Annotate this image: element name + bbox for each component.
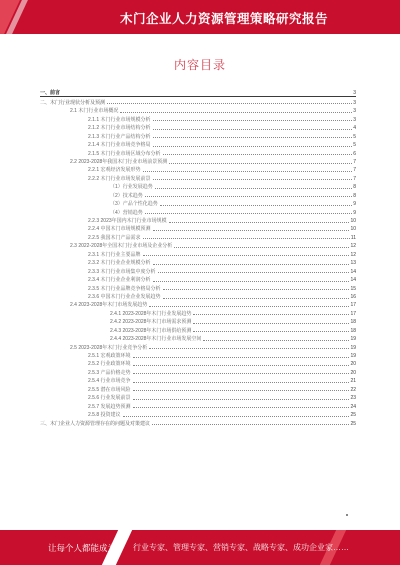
toc-dot-leader [133, 406, 350, 408]
toc-entry-page: 7 [353, 158, 356, 165]
toc-entry-page: 25 [350, 412, 356, 419]
toc-entry-label: 二、木门行业现状分析及预测 [40, 99, 106, 106]
toc-entry-page: 22 [350, 386, 356, 393]
toc-entry-label: 2.4 2023-2028年木门市场发展趋势 [70, 302, 148, 309]
toc-entry-label: 2.4.4 2023-2028年木门行业市场发展空间 [110, 336, 202, 343]
toc-entry[interactable] [40, 97, 356, 105]
toc-entry[interactable] [40, 173, 356, 181]
toc-entry-page: 10 [350, 226, 356, 233]
toc-entry-page: 3 [353, 99, 356, 106]
toc-entry-page: 7 [353, 167, 356, 174]
toc-entry-page: 5 [353, 142, 356, 149]
toc-entry-label: 2.5.7 发展趋势预测 [88, 403, 131, 410]
toc-entry-page: 14 [350, 268, 356, 275]
toc-dot-leader [193, 330, 349, 332]
toc-dot-leader [133, 364, 350, 366]
toc-entry[interactable] [40, 216, 356, 224]
toc-dot-leader [169, 162, 352, 164]
toc-dot-leader [145, 195, 352, 197]
toc-entry-page: 3 [353, 90, 356, 97]
toc-entry-label: 2.3.1 木门行业主要品牌 [88, 251, 141, 258]
toc-entry-page: 14 [350, 277, 356, 284]
toc-entry-label: 2.5.8 投资建议 [88, 412, 121, 419]
toc-dot-leader [133, 372, 350, 374]
toc-entry[interactable] [40, 300, 356, 308]
toc-entry-label: 2.5 2023-2028年木门行业竞争分析 [70, 344, 148, 351]
toc-dot-leader [123, 415, 350, 417]
page-marker-dot [346, 514, 348, 516]
toc-entry[interactable] [40, 140, 356, 148]
toc-entry-label: （4）营销趋势 [110, 209, 143, 216]
toc-entry[interactable] [40, 334, 356, 342]
toc-entry-page: 3 [353, 116, 356, 123]
toc-entry-label: 2.2 2023-2028年我国木门行业市场前景预测 [70, 158, 168, 165]
toc-entry[interactable] [40, 367, 356, 375]
toc-entry-page: 24 [350, 403, 356, 410]
toc-entry-page: 25 [350, 420, 356, 427]
toc-entry-page: 17 [350, 310, 356, 317]
toc-entry-label: 2.2.3 2023年国内木门行业市场规模 [88, 218, 167, 224]
toc-entry-label: 2.5.6 行业发展前景 [88, 395, 131, 402]
toc-dot-leader [203, 339, 349, 341]
toc-entry-label: 2.1.3 木门行业产品结构分析 [88, 133, 151, 140]
toc-entry[interactable] [40, 148, 356, 156]
toc-dot-leader [149, 347, 349, 349]
toc-entry-page: 19 [350, 344, 356, 351]
toc-dot-leader [145, 212, 352, 214]
toc-entry[interactable] [40, 325, 356, 333]
toc-entry[interactable] [40, 207, 356, 215]
toc-dot-leader [133, 356, 350, 358]
toc-entry[interactable] [40, 157, 356, 165]
toc-dot-leader [169, 221, 350, 223]
toc-entry-label: 2.1 木门行业市场概况 [70, 108, 119, 115]
toc-dot-leader [153, 280, 350, 282]
toc-dot-leader [62, 94, 352, 95]
toc-entry-page: 4 [353, 125, 356, 132]
toc-entry-label: 2.4.1 2023-2028年木门行业发展趋势 [110, 310, 192, 317]
toc-entry-page: 7 [353, 175, 356, 182]
toc-entry-page: 20 [350, 369, 356, 376]
toc-dot-leader [153, 145, 353, 147]
toc-entry-label: 2.5.2 行业政策环境 [88, 361, 131, 368]
toc-dot-leader [153, 128, 353, 130]
toc-entry-page: 5 [353, 133, 356, 140]
toc-entry[interactable] [40, 241, 356, 249]
toc-entry-page: 21 [350, 378, 356, 385]
toc-entry-page: 8 [353, 184, 356, 191]
toc-entry[interactable] [40, 283, 356, 291]
report-footer-bar [0, 530, 400, 565]
toc-entry[interactable] [40, 376, 356, 384]
toc-dot-leader [193, 313, 349, 315]
toc-entry[interactable] [40, 232, 356, 240]
toc-dot-leader [133, 381, 350, 383]
toc-dot-leader [163, 297, 350, 299]
toc-entry[interactable] [40, 88, 356, 97]
toc-dot-leader [143, 237, 350, 239]
toc-entry[interactable] [40, 401, 356, 409]
footer-slogan: 让每个人都能成为 [48, 543, 117, 553]
toc-entry[interactable] [40, 384, 356, 392]
footer-roles: 行业专家、管理专家、营销专家、战略专家、成功企业家…… [133, 543, 349, 552]
toc-entry-page: 19 [350, 336, 356, 343]
toc-entry-label: 2.3.2 木门行业企业规模分析 [88, 260, 151, 267]
toc-entry-page: 8 [353, 192, 356, 199]
toc-entry-label: 2.5.5 潜在市场风险 [88, 386, 131, 393]
toc-entry-page: 15 [350, 285, 356, 292]
toc-dot-leader [153, 229, 350, 231]
toc-entry-page: 18 [350, 319, 356, 326]
toc-entry-label: 2.5.3 产品价格走势 [88, 369, 131, 376]
toc-entry-page: 9 [353, 209, 356, 216]
toc-entry-label: 2.5.1 宏观政策环境 [88, 353, 131, 359]
toc-entry-page: 12 [350, 251, 356, 258]
toc-dot-leader [153, 119, 353, 121]
toc-entry[interactable] [40, 275, 356, 283]
toc-dot-leader [163, 288, 350, 290]
toc-entry-page: 11 [350, 234, 356, 241]
toc-entry[interactable] [40, 317, 356, 325]
toc-dot-leader [158, 271, 350, 273]
toc-entry[interactable] [40, 199, 356, 207]
toc-entry-label: 2.2.5 我国木门产品需求 [88, 234, 141, 241]
toc-entry[interactable] [40, 292, 356, 300]
toc-entry-label: 2.3.3 木门行业市场集中度分析 [88, 268, 156, 275]
toc-entry[interactable] [40, 418, 356, 426]
toc-entry-label: 2.3.6 中国木门行业企业发展趋势 [88, 293, 161, 300]
toc-dot-leader [153, 136, 353, 138]
toc-dot-leader [153, 178, 353, 180]
toc-entry-page: 12 [350, 243, 356, 250]
toc-entry[interactable] [40, 182, 356, 190]
toc-entry[interactable] [40, 114, 356, 122]
toc-heading: 内容目录 [173, 58, 226, 72]
toc-dot-leader [143, 254, 350, 256]
toc-entry[interactable] [40, 131, 356, 139]
toc-entry[interactable] [40, 266, 356, 274]
toc-dot-leader [143, 170, 353, 172]
toc-entry-label: 2.1.1 木门行业市场规模分析 [88, 116, 151, 123]
toc-entry-label: 2.2.2 木门行业市场发展前景 [88, 175, 151, 182]
toc-entry-label: 2.4.2 2023-2028年木门市场需求预测 [110, 319, 192, 326]
toc-dot-leader [160, 204, 352, 206]
toc-dot-leader [174, 246, 349, 248]
toc-entry-label: 2.2.1 宏观经济发展形势 [88, 167, 141, 174]
toc-dot-leader [133, 389, 350, 391]
toc-entry-label: 2.3.4 木门行业企业利润分析 [88, 277, 151, 284]
toc-entry-page: 23 [350, 395, 356, 402]
toc-entry-label: （2）技术趋势 [110, 192, 143, 199]
toc-dot-leader [152, 423, 349, 425]
toc-dot-leader [155, 187, 352, 189]
toc-entry[interactable] [40, 249, 356, 257]
toc-entry-label: （3）产品个性化趋势 [110, 201, 158, 208]
toc-entry-label: 2.1.2 木门行业市场结构分析 [88, 125, 151, 132]
toc-entry[interactable] [40, 308, 356, 316]
toc-entry[interactable] [40, 393, 356, 401]
toc-entry[interactable] [40, 224, 356, 232]
toc-entry-page: 16 [350, 293, 356, 300]
toc-entry-label: 2.4.3 2023-2028年木门市场供给预测 [110, 327, 192, 334]
toc-dot-leader [193, 322, 349, 324]
toc-entry-page: 20 [350, 361, 356, 368]
toc-entry-page: 17 [350, 302, 356, 309]
toc-dot-leader [163, 153, 353, 155]
toc-dot-leader [149, 305, 349, 307]
toc-entry-label: 2.3.5 木门行业品牌竞争格局分析 [88, 285, 161, 292]
toc-entry-label: 2.3 2022-2028年全国木门行业市场及企业分析 [70, 243, 173, 250]
toc-entry-page: 9 [353, 201, 356, 208]
toc-entry[interactable] [40, 359, 356, 367]
toc-entry-label: 2.2.4 中国木门市场规模预测 [88, 226, 151, 233]
toc-entry[interactable] [40, 106, 356, 114]
toc-entry[interactable] [40, 410, 356, 418]
toc-entry-page: 19 [350, 353, 356, 359]
toc-entry-label: 一、前言 [40, 90, 61, 97]
toc-entry-label: （1）行业发展趋势 [110, 184, 153, 191]
toc-entry[interactable] [40, 123, 356, 131]
toc-entry[interactable] [40, 165, 356, 173]
toc-entry-label: 2.5.4 行业市场竞争 [88, 378, 131, 385]
toc-entry-label: 2.1.4 木门行业市场竞争格局 [88, 142, 151, 149]
toc-dot-leader [107, 102, 352, 104]
report-title: 木门企业人力资源管理策略研究报告 [120, 12, 329, 26]
toc-entry-page: 10 [350, 218, 356, 224]
toc-entry-page: 13 [350, 260, 356, 267]
toc-dot-leader [120, 111, 352, 113]
toc-entry-page: 18 [350, 327, 356, 334]
table-of-contents [40, 88, 356, 427]
toc-dot-leader [153, 263, 350, 265]
toc-entry-page: 3 [353, 108, 356, 115]
toc-entry-page: 6 [353, 150, 356, 157]
toc-dot-leader [133, 398, 350, 400]
toc-entry[interactable] [40, 342, 356, 350]
toc-entry[interactable] [40, 190, 356, 198]
toc-entry[interactable] [40, 258, 356, 266]
toc-entry-label: 2.1.5 木门行业市场区域分布分析 [88, 150, 161, 157]
toc-entry[interactable] [40, 351, 356, 359]
toc-entry-label: 三、木门企业人力资源管理存在的问题及对策建议 [40, 420, 151, 427]
report-header-bar [0, 0, 400, 34]
